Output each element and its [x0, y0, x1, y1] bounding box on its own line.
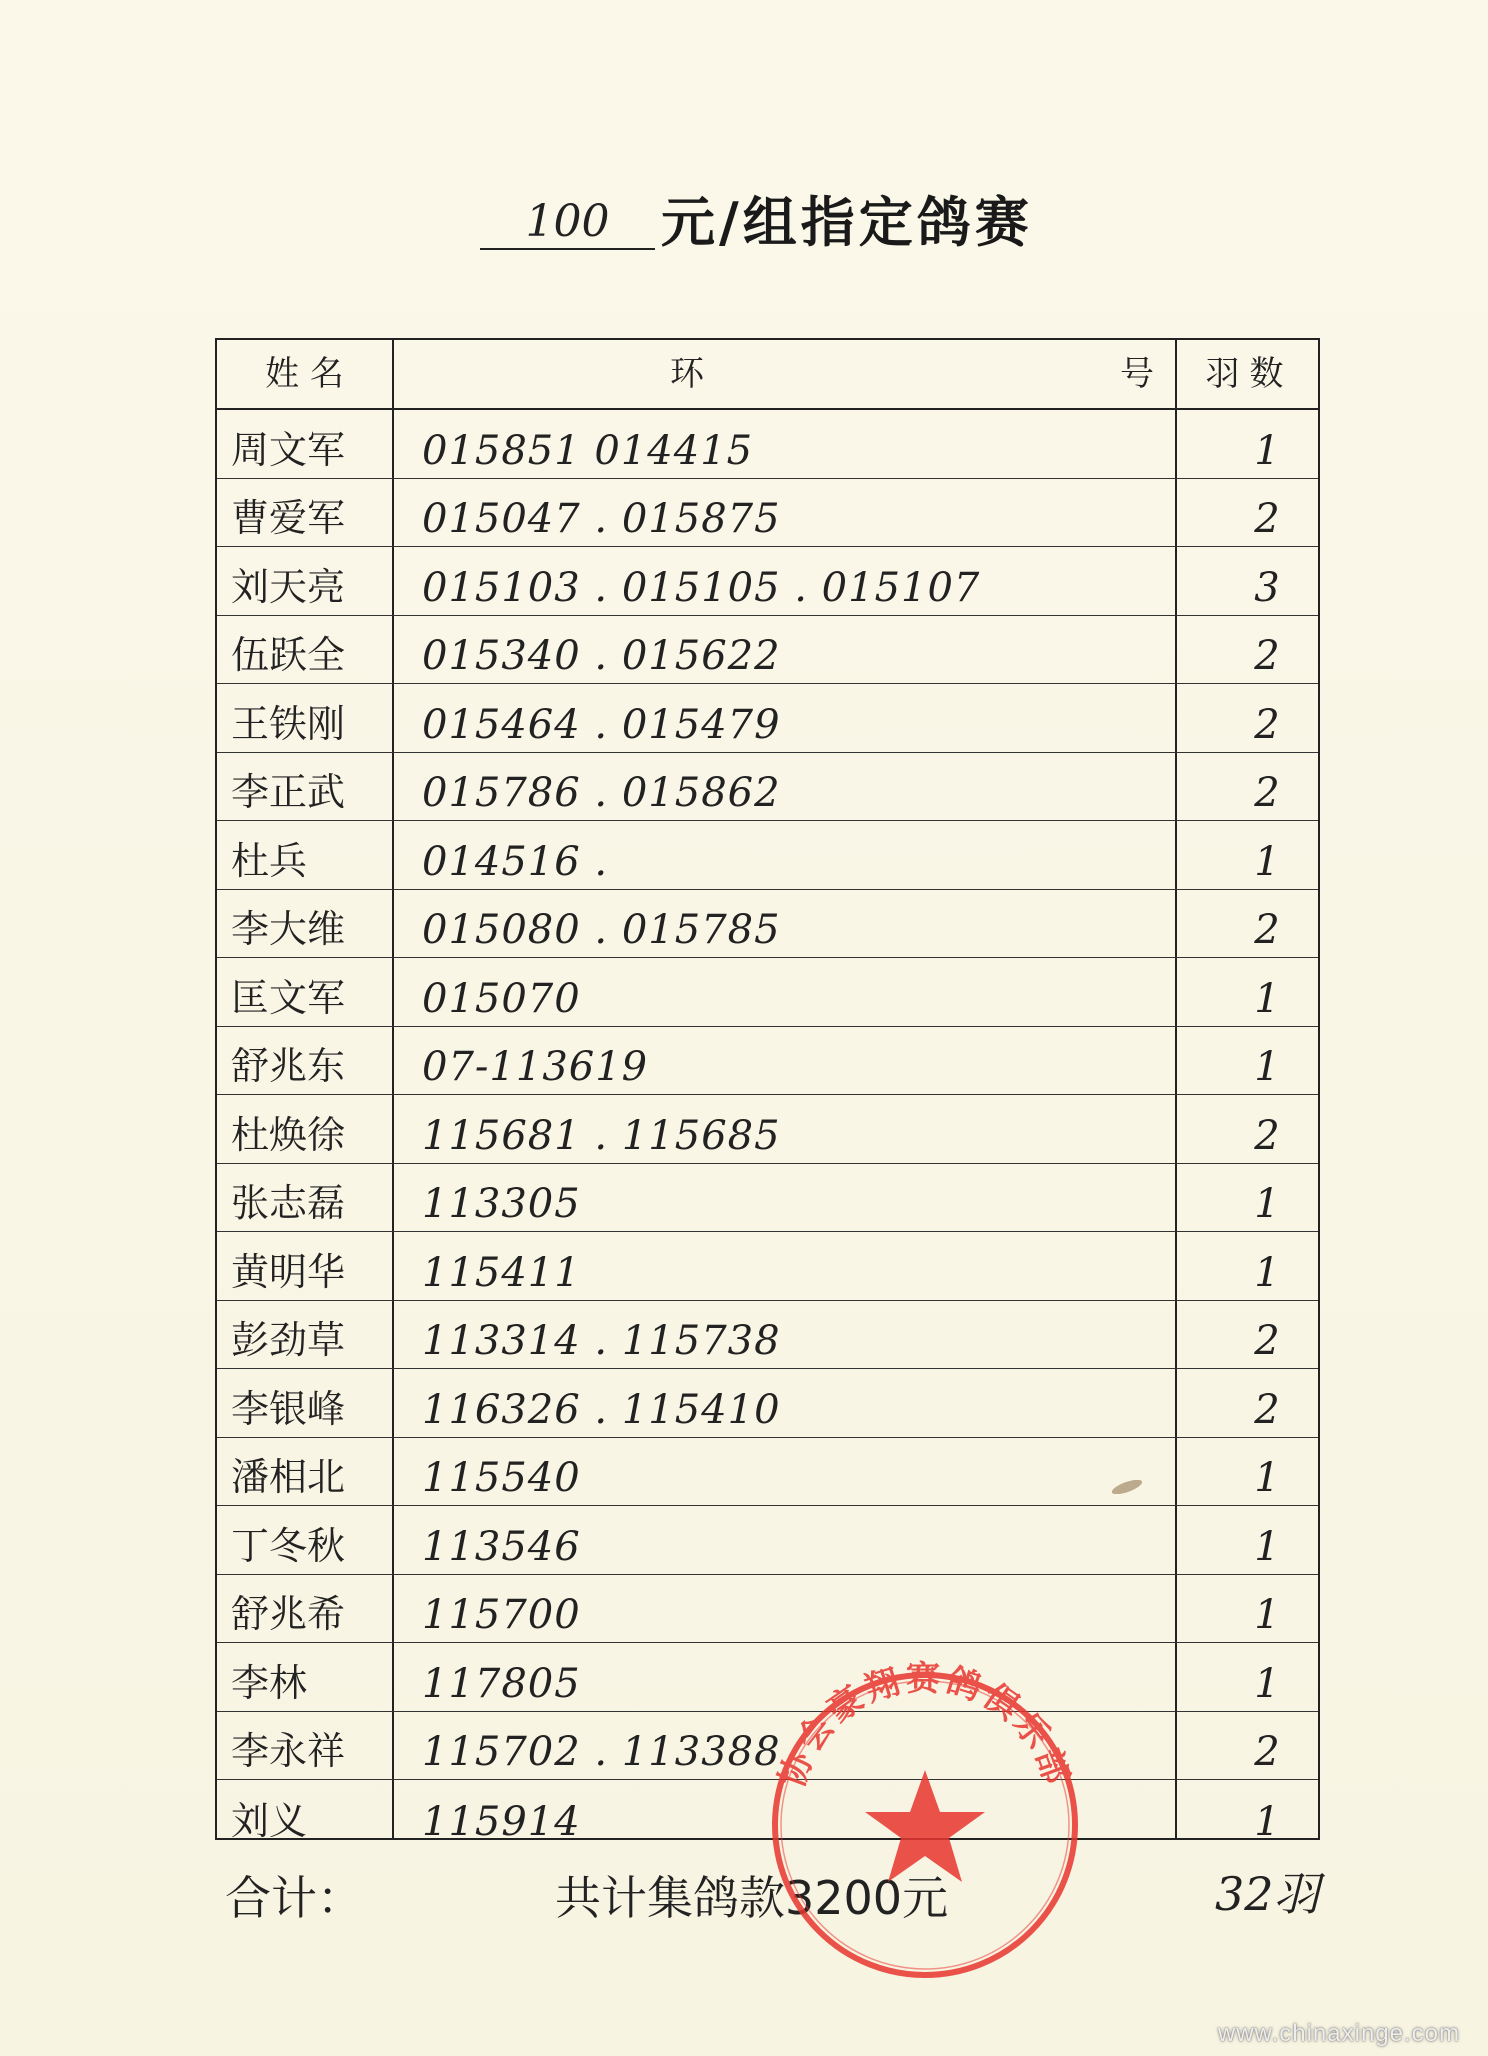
owner-name: 张志磊: [231, 1181, 346, 1225]
bird-count: 1: [1254, 838, 1280, 885]
table-row: [217, 684, 1318, 753]
table-row: [217, 1506, 1318, 1575]
owner-name: 丁冬秋: [231, 1523, 346, 1568]
owner-name: 刘义: [231, 1798, 308, 1843]
title-amount: 100: [480, 198, 655, 250]
bird-count: 1: [1254, 1455, 1280, 1501]
owner-name: 杜兵: [231, 838, 308, 883]
ring-numbers: 115540: [422, 1455, 581, 1501]
bird-count: 1: [1254, 1249, 1280, 1296]
bird-count: 1: [1254, 1592, 1280, 1638]
star-icon: [865, 1770, 985, 1882]
table-row: [217, 1575, 1318, 1644]
ring-numbers: 015340 . 015622: [422, 633, 781, 679]
bird-count: 1: [1254, 1523, 1280, 1570]
ring-numbers: 015080 . 015785: [422, 907, 781, 953]
ring-numbers: 115702 . 113388: [422, 1729, 781, 1775]
ring-numbers: 015103 . 015105 . 015107: [422, 564, 981, 611]
ring-numbers: 113546: [422, 1523, 581, 1570]
bird-count: 2: [1254, 633, 1280, 679]
header-count: 羽数: [1205, 354, 1294, 394]
owner-name: 舒兆东: [231, 1044, 346, 1088]
ring-numbers: 07-113619: [422, 1044, 649, 1090]
table-row: [217, 616, 1318, 685]
owner-name: 彭劲草: [231, 1318, 346, 1362]
bird-count: 1: [1254, 1044, 1280, 1090]
header-ring-right: 号: [1120, 354, 1154, 394]
table-header: [217, 340, 1318, 410]
site-watermark: www.chinaxinge.com: [1217, 2020, 1460, 2047]
ring-numbers: 116326 . 115410: [422, 1386, 781, 1433]
owner-name: 匡文军: [231, 975, 346, 1020]
ink-stain: [1110, 1480, 1144, 1494]
owner-name: 曹爱军: [231, 496, 346, 540]
bird-count: 1: [1254, 427, 1280, 474]
table-row: [217, 958, 1318, 1027]
owner-name: 黄明华: [231, 1249, 346, 1294]
header-ring-left: 环: [670, 354, 704, 394]
owner-name: 李林: [231, 1660, 308, 1705]
bird-count: 2: [1254, 1112, 1280, 1159]
table-row: [217, 821, 1318, 890]
title-text: 元/组指定鸽赛: [661, 191, 1033, 254]
bird-count: 1: [1254, 975, 1280, 1022]
owner-name: 李大维: [231, 907, 346, 951]
table-row: [217, 1438, 1318, 1507]
ring-numbers: 117805: [422, 1660, 581, 1707]
ring-numbers: 113314 . 115738: [422, 1318, 781, 1364]
owner-name: 李永祥: [231, 1729, 346, 1773]
table-row: [217, 1369, 1318, 1438]
ring-numbers: 115914: [422, 1798, 581, 1845]
registration-table: [215, 338, 1320, 1845]
bird-count: 2: [1254, 701, 1280, 748]
table-row: [217, 1095, 1318, 1164]
bird-count: 2: [1254, 496, 1280, 542]
table-row: [217, 410, 1318, 479]
owner-name: 潘相北: [231, 1455, 346, 1499]
table-row: [217, 890, 1318, 959]
total-summary: 共计集鸽款3200元: [555, 1871, 949, 1925]
ring-numbers: 014516 .: [422, 838, 609, 885]
owner-name: 李正武: [231, 770, 346, 814]
bird-count: 1: [1254, 1660, 1280, 1707]
ring-numbers: 115411: [422, 1249, 581, 1296]
owner-name: 舒兆希: [231, 1592, 346, 1636]
document-title: [480, 170, 1100, 254]
ring-numbers: 015047 . 015875: [422, 496, 781, 542]
bird-count: 1: [1254, 1798, 1280, 1845]
bird-count: 2: [1254, 1318, 1280, 1364]
ring-numbers: 113305: [422, 1181, 581, 1227]
table-row: [217, 1164, 1318, 1233]
total-label: 合计：: [225, 1871, 363, 1925]
bird-count: 2: [1254, 1386, 1280, 1433]
owner-name: 杜焕徐: [231, 1112, 346, 1157]
table-row: [217, 1027, 1318, 1096]
bird-count: 2: [1254, 1729, 1280, 1775]
club-seal: [760, 1660, 1090, 1990]
table-row: [217, 753, 1318, 822]
owner-name: 王铁刚: [231, 701, 346, 746]
ring-numbers: 015851 014415: [422, 427, 754, 474]
table-row: [217, 547, 1318, 616]
bird-count: 2: [1254, 770, 1280, 816]
ring-numbers: 115700: [422, 1592, 581, 1638]
table-row: [217, 1301, 1318, 1370]
seal-text: 协会豪翔赛鸽俱乐部: [772, 1660, 1078, 1793]
ring-numbers: 115681 . 115685: [422, 1112, 781, 1159]
table-row: [217, 1232, 1318, 1301]
owner-name: 周文军: [231, 427, 346, 472]
ring-numbers: 015464 . 015479: [422, 701, 781, 748]
ring-numbers: 015070: [422, 975, 581, 1022]
bird-count: 2: [1254, 907, 1280, 953]
owner-name: 刘天亮: [231, 564, 346, 609]
ring-numbers: 015786 . 015862: [422, 770, 781, 816]
owner-name: 伍跃全: [231, 633, 346, 677]
bird-count: 1: [1254, 1181, 1280, 1227]
bird-count: 3: [1254, 564, 1280, 611]
table-row: [217, 479, 1318, 548]
owner-name: 李银峰: [231, 1386, 346, 1431]
header-name: 姓 名: [265, 354, 344, 394]
total-count: 32羽: [1215, 1867, 1320, 1921]
